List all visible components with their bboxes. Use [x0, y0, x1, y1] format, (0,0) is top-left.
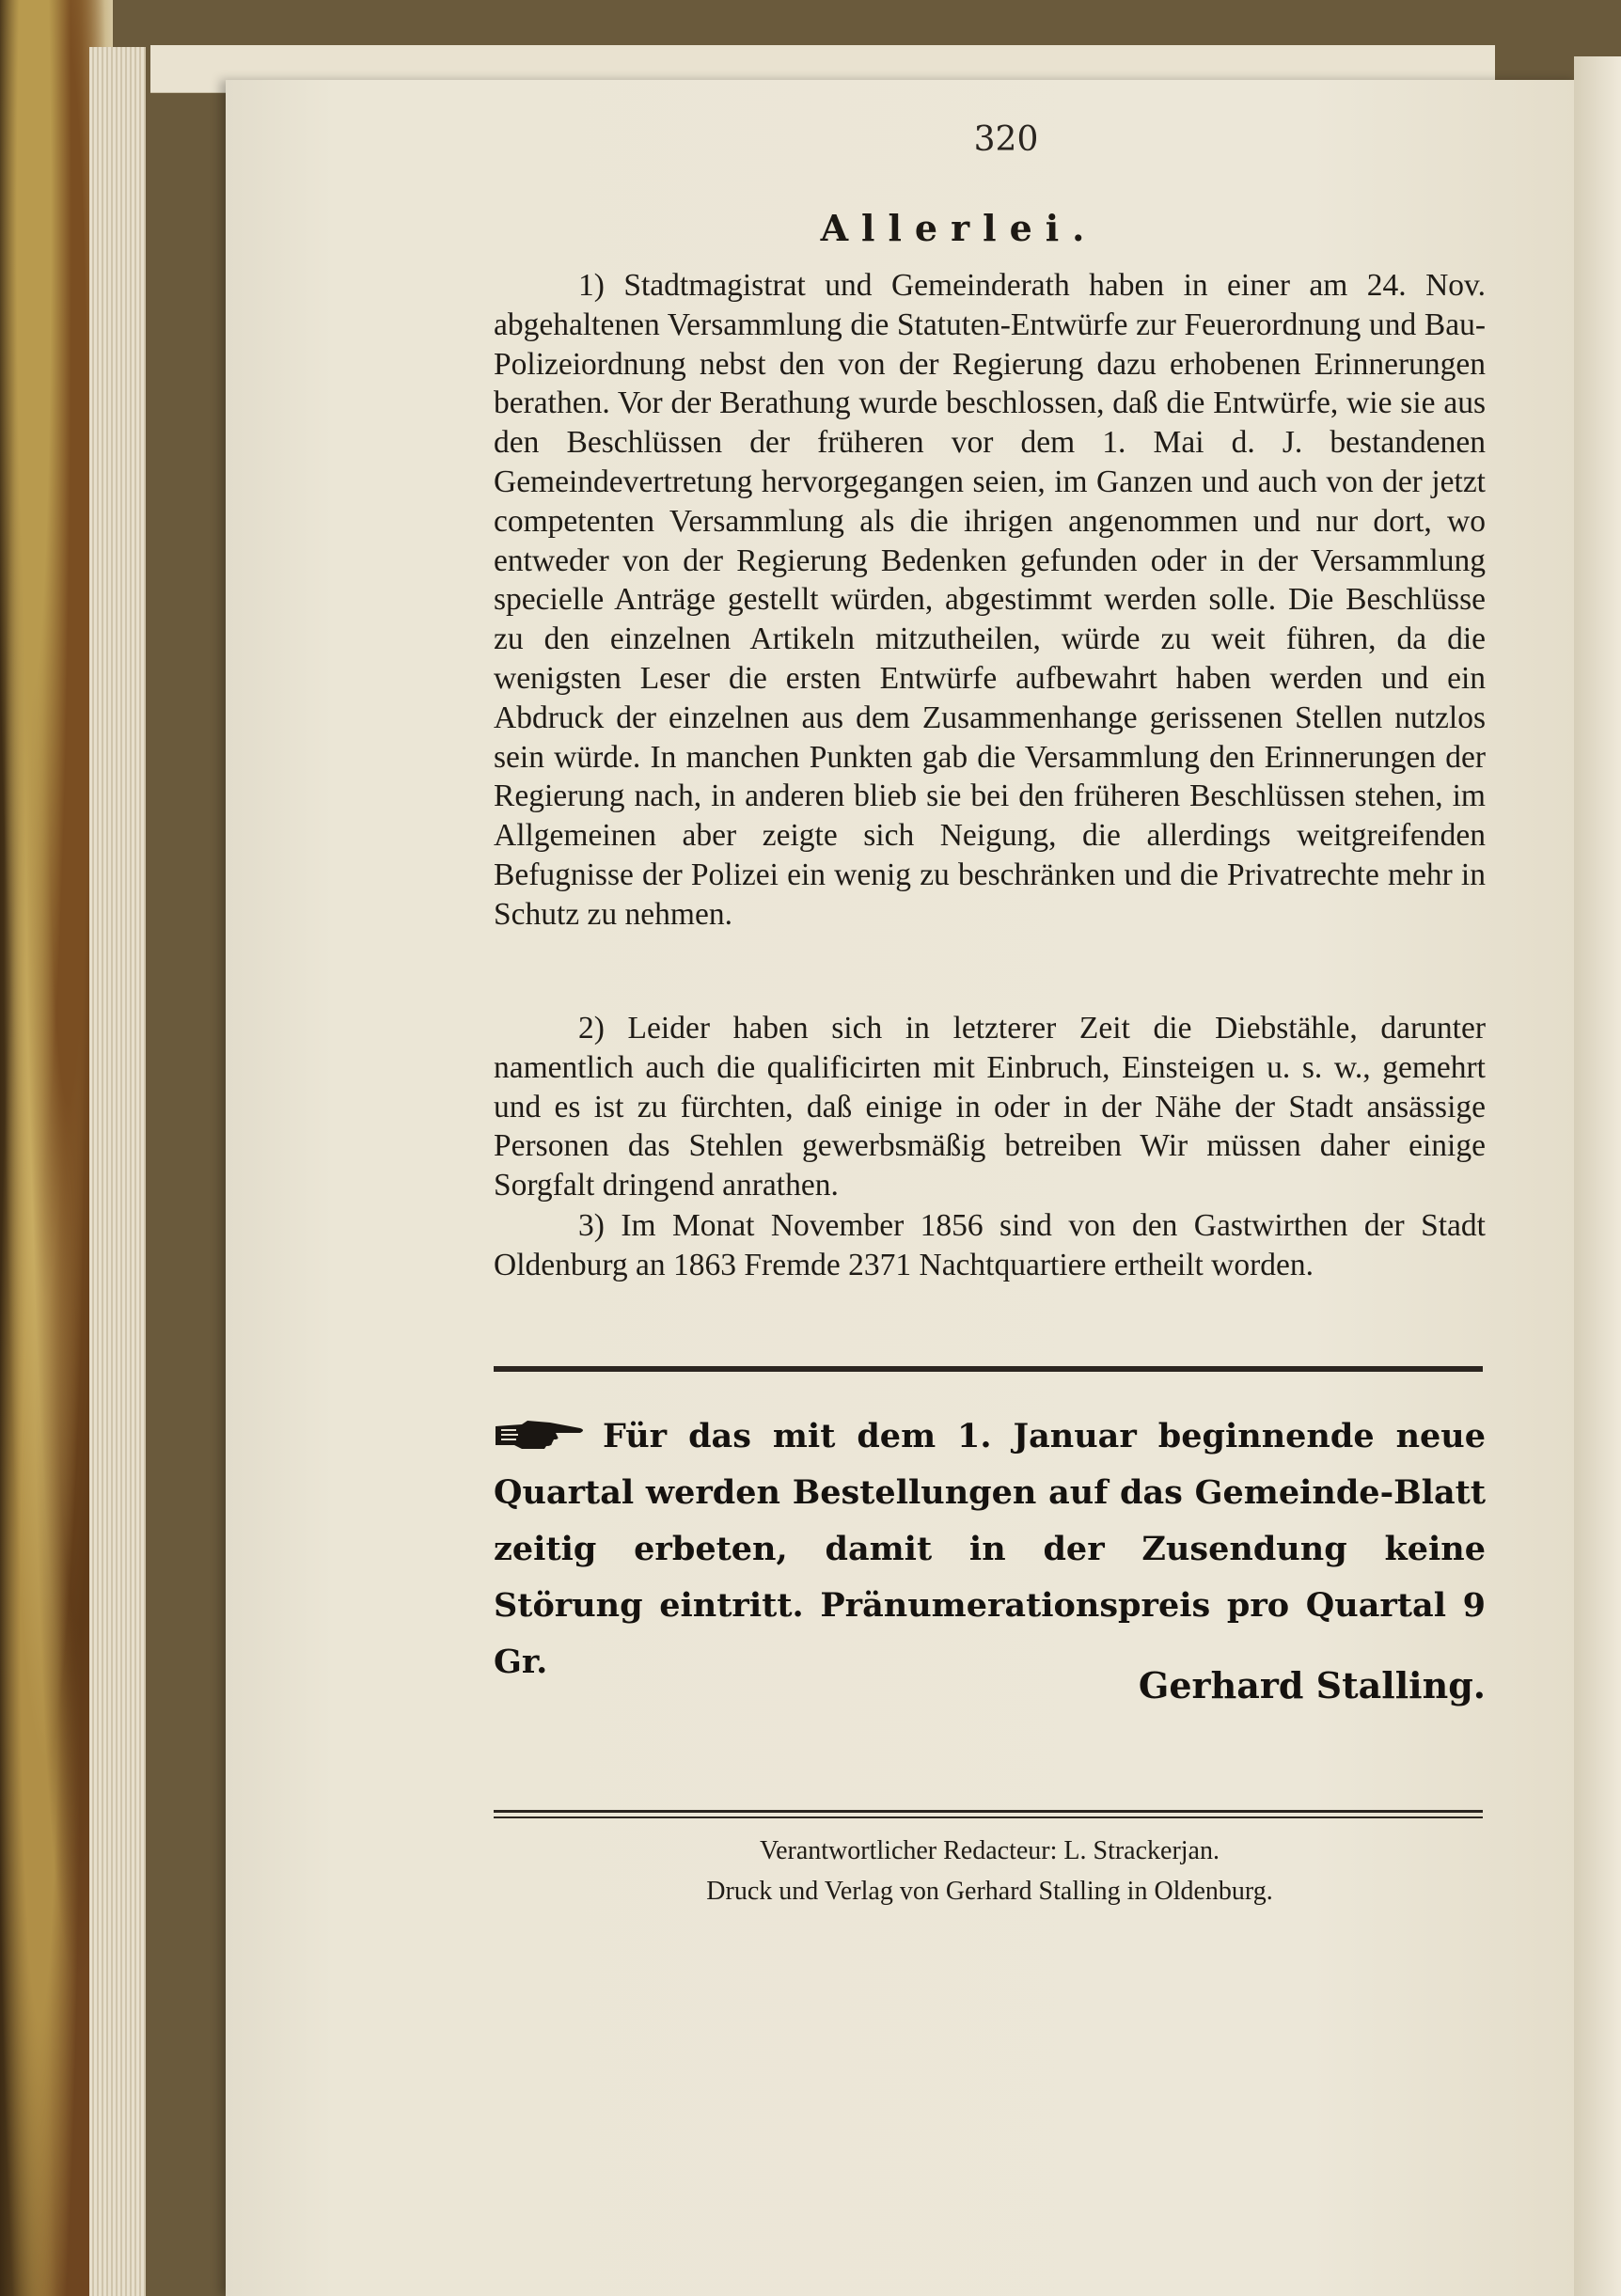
divider-double-top — [494, 1810, 1483, 1813]
publisher-signature: Gerhard Stalling. — [1138, 1664, 1486, 1706]
paragraph-1 — [494, 266, 1486, 935]
section-title: Allerlei. — [820, 207, 1098, 249]
editor-line: Verantwortlicher Redacteur: L. Strackerjan. — [759, 1836, 1220, 1865]
next-page-edge — [1574, 56, 1621, 2296]
page-stack-edge — [89, 47, 146, 2296]
paragraph-1-text: 1) Stadtmagistrat und Gemeinderath haben in einer am 24. Nov. abgehaltenen Versammlung die Statuten-Entwürfe zur Feuerordnung und Bau-Polizeiordnung nebst den von der Regierung dazu erhobenen Erinnerungen berathen. Vor der Berathung wurde beschlossen, daß die Entwürfe, wie sie aus den Beschlüssen der früheren vor dem 1. Mai d. J. bestandenen Gemeindevertretung hervorgegangen seien, im Ganzen und auch von der jetzt competenten Versammlung als die ihrigen angenommen und nur dort, wo entweder von der Regierung Bedenken gefunden oder in der Versammlung specielle Anträge gestellt würden, abgestimmt werden solle. Die Beschlüsse zu den einzelnen Artikeln mitzutheilen, würde zu weit führen, da die wenigsten Leser die ersten Entwürfe aufbewahrt haben werden und ein Abdruck der einzelnen aus dem Zusammenhange gerissenen Stellen nutzlos sein würde. In manchen Punkten gab die Versammlung den Erinnerungen der Regierung nach, in anderen blieb sie bei den früheren Beschlüssen stehen, im Allgemeinen aber zeigte sich Neigung, die allerdings weitgreifenden Befugnisse der Polizei ein wenig zu beschränken und die Privatrechte mehr in Schutz zu nehmen. — [494, 268, 1486, 932]
paragraph-3 — [494, 1206, 1486, 1285]
paragraph-2-text: 2) Leider haben sich in letzterer Zeit die Diebstähle, darunter namentlich auch die qualificirten mit Einbruch, Einsteigen u. s. w., gemehrt und es ist zu fürchten, daß einige in oder in der Nähe der Stadt ansässige Personen das Stehlen gewerbsmäßig betreiben Wir müssen daher einige Sorgfalt dringend anrathen. — [494, 1011, 1486, 1203]
subscription-notice-text: Für das mit dem 1. Januar beginnende neue Quartal werden Bestellungen auf das Gemeinde-Blatt zeitig erbeten, damit in der Zusendung keine Störung eintritt. Pränumerationspreis pro Quartal 9 Gr. — [494, 1417, 1486, 1681]
page-number: 320 — [973, 120, 1039, 159]
pointing-hand-icon — [494, 1417, 588, 1453]
paragraph-3-text: 3) Im Monat November 1856 sind von den Gastwirthen der Stadt Oldenburg an 1863 Fremde 2371 Nachtquartiere ertheilt worden. — [494, 1208, 1486, 1282]
printer-line: Druck und Verlag von Gerhard Stalling in Oldenburg. — [706, 1877, 1273, 1906]
subscription-notice — [494, 1408, 1486, 1691]
paragraph-2 — [494, 1009, 1486, 1205]
divider-double-bottom — [494, 1816, 1483, 1818]
divider-thick — [494, 1366, 1483, 1372]
